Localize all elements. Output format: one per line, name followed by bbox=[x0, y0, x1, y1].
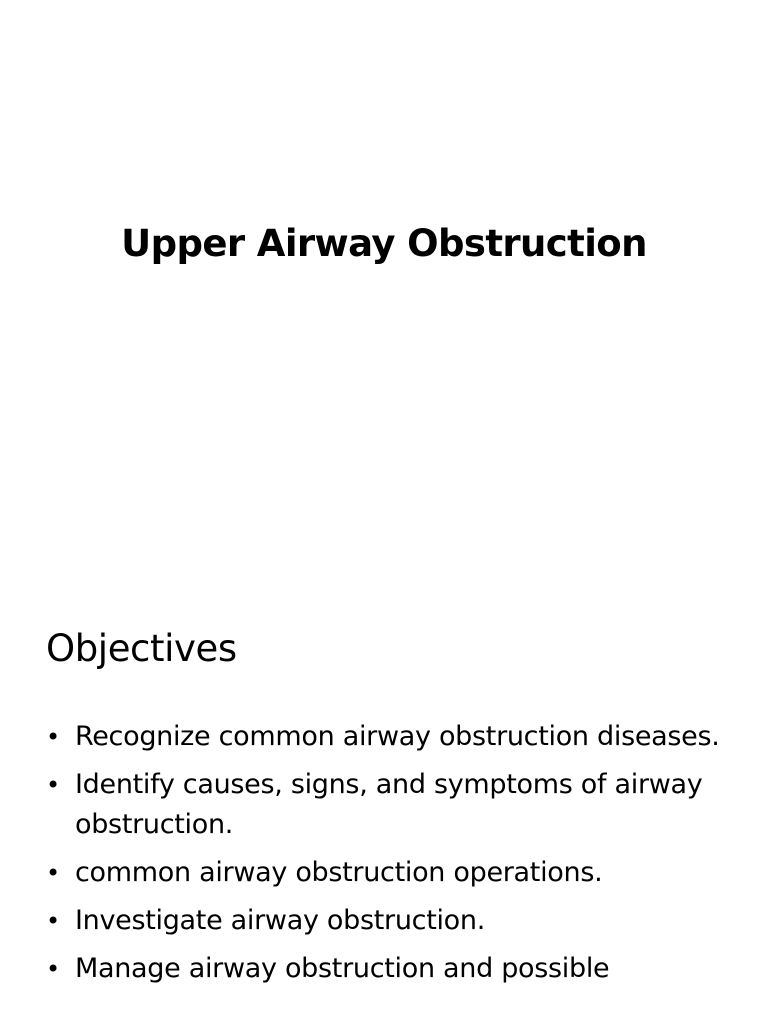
list-item bbox=[46, 853, 746, 893]
bullet-icon: • bbox=[46, 859, 60, 887]
bullet-icon: • bbox=[46, 955, 60, 983]
objectives-heading: Objectives bbox=[46, 627, 237, 670]
objectives-list bbox=[46, 717, 746, 997]
list-item bbox=[46, 901, 746, 941]
slide-title: Upper Airway Obstruction bbox=[121, 222, 647, 265]
list-item-text: Identify causes, signs, and symptoms of airway obstruction. bbox=[75, 769, 703, 840]
bullet-icon: • bbox=[46, 907, 60, 935]
list-item-text: Recognize common airway obstruction diseases. bbox=[75, 721, 720, 752]
list-item-text: Investigate airway obstruction. bbox=[75, 905, 485, 936]
list-item bbox=[46, 717, 746, 757]
list-item-text: Manage airway obstruction and possible bbox=[75, 953, 610, 984]
bullet-icon: • bbox=[46, 723, 60, 751]
list-item bbox=[46, 765, 746, 845]
list-item-text: common airway obstruction operations. bbox=[75, 857, 603, 888]
bullet-icon: • bbox=[46, 771, 60, 799]
list-item bbox=[46, 949, 746, 989]
